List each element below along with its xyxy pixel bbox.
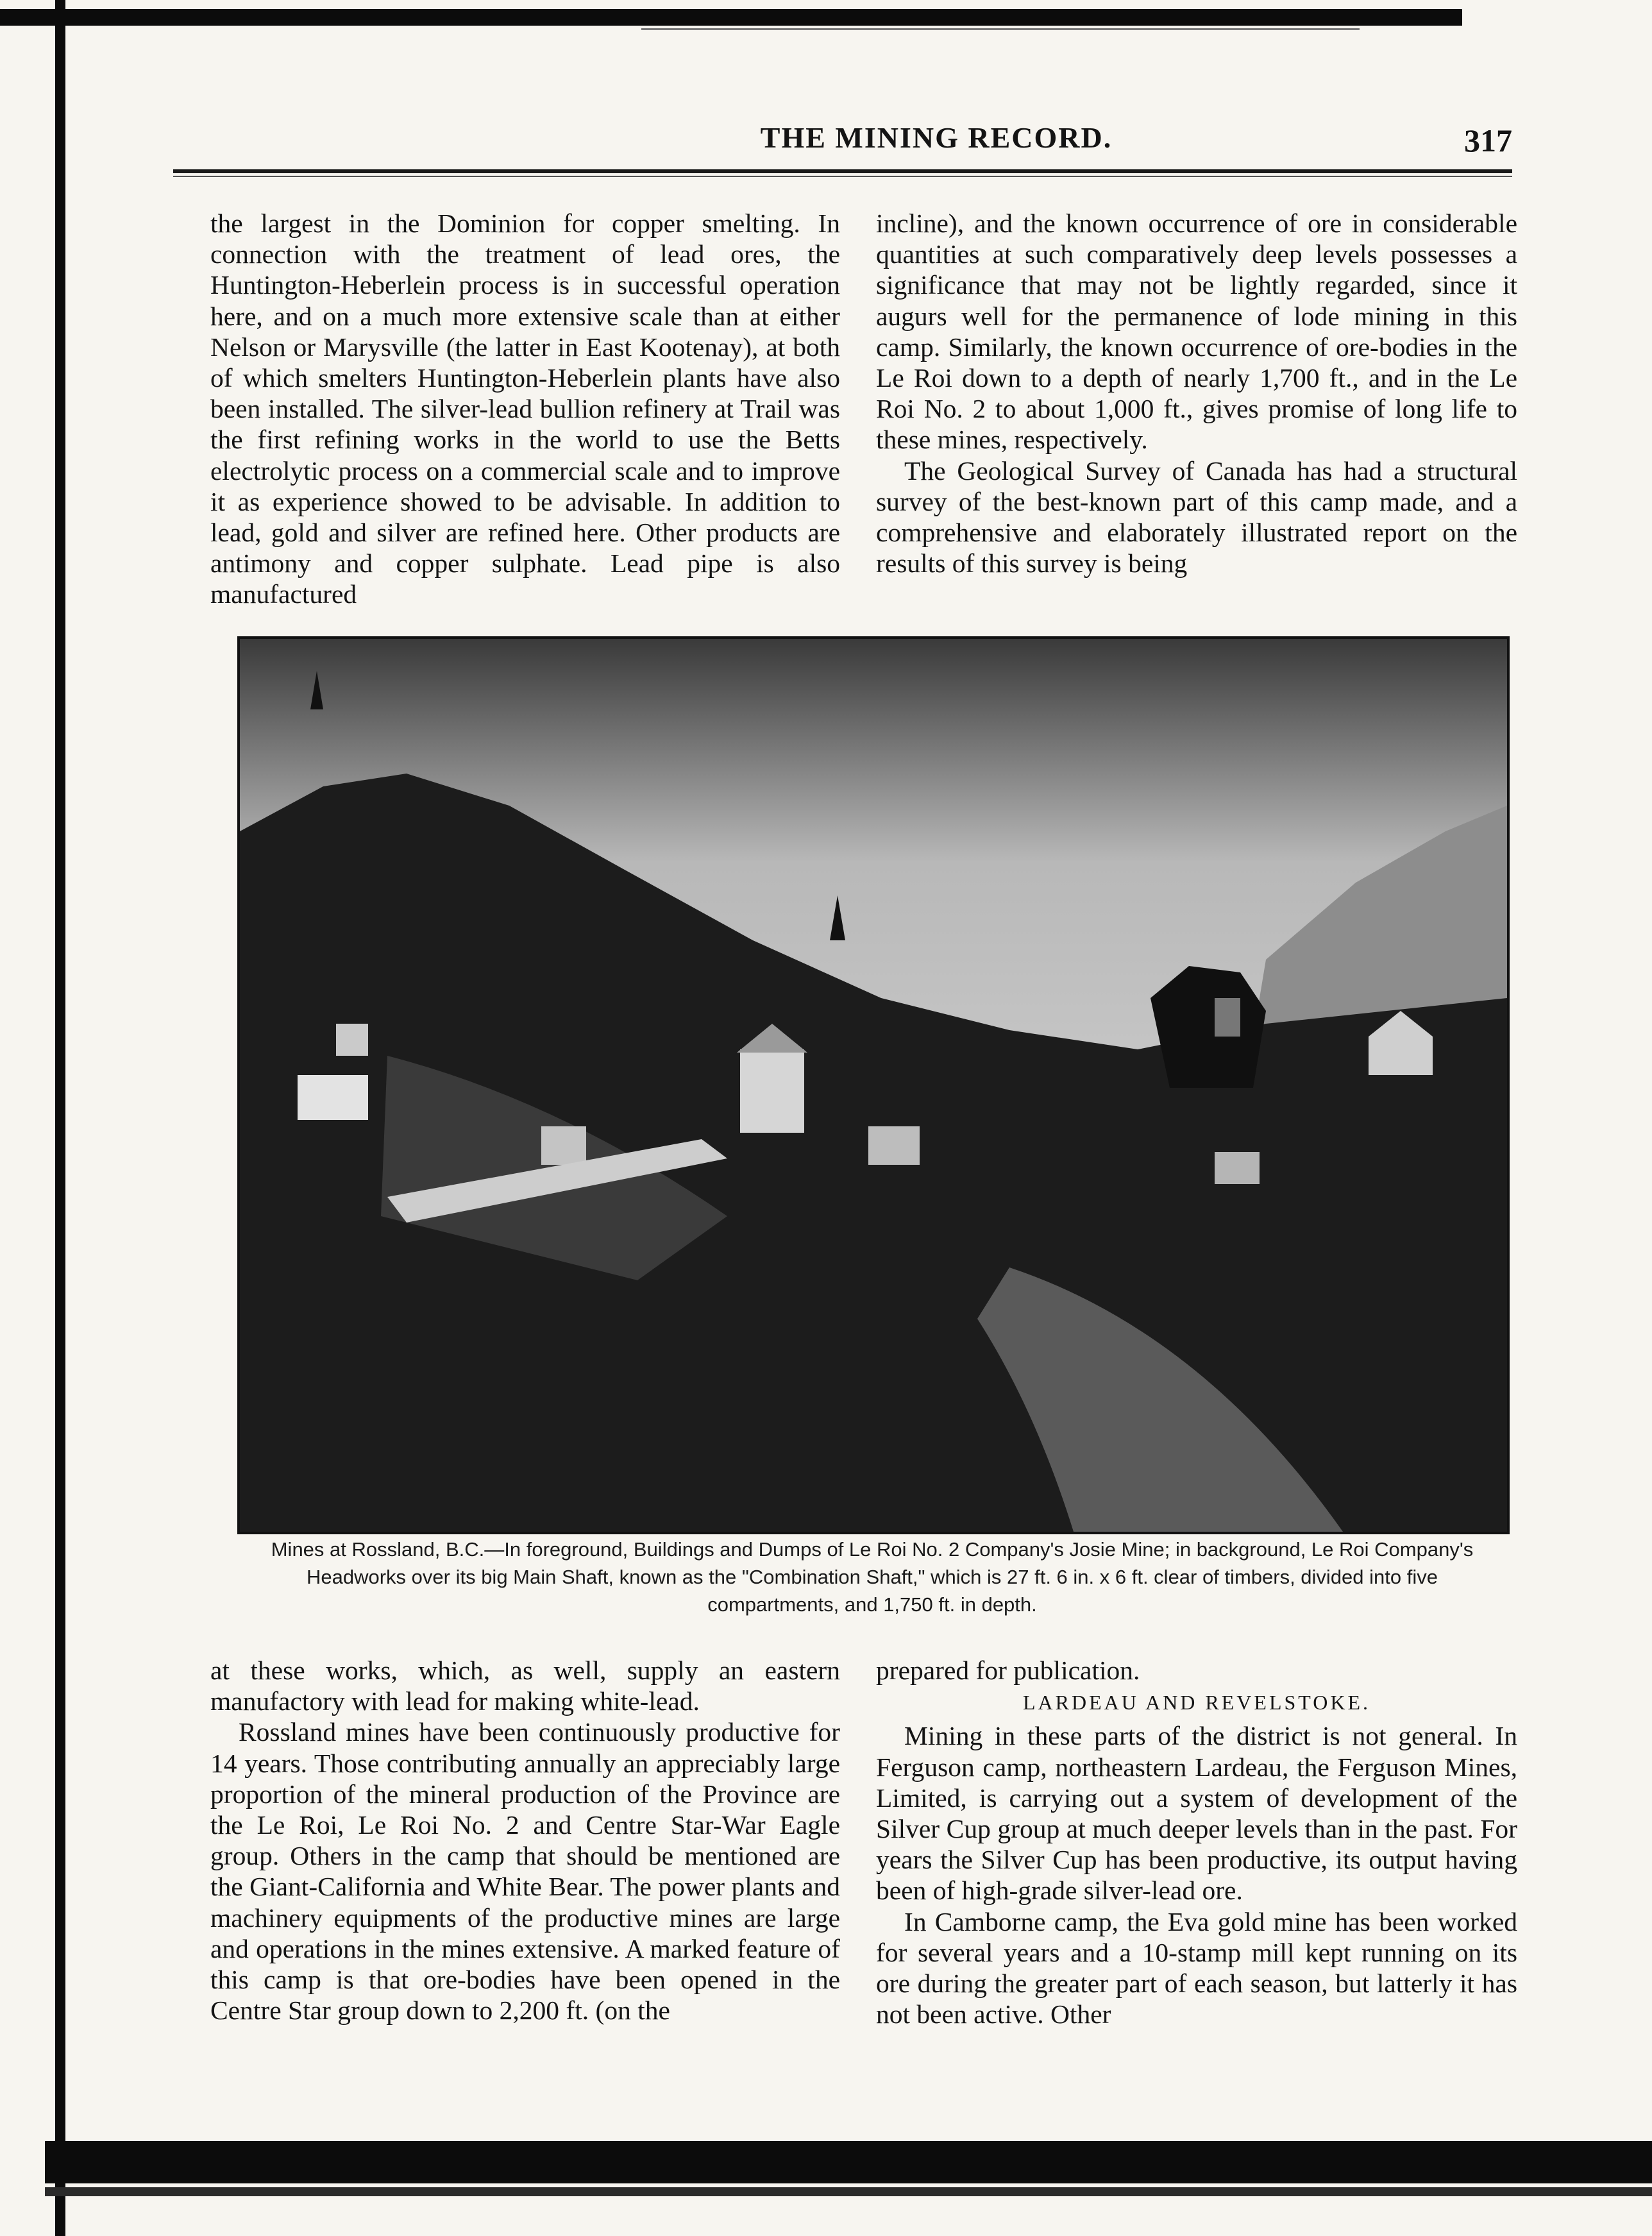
- photograph-rossland-mines: [237, 636, 1510, 1534]
- section-subheading: LARDEAU AND REVELSTOKE.: [1022, 1691, 1371, 1715]
- paragraph: the largest in the Dominion for copper smelting. In connection with the treatment of lead ores, the Huntington-Heberlein process is in successful operation here, and on a much more extensive scale than at either Nelson or Marysville (the latter in East Kootenay), at both of which smelters Huntington-Heberlein plants have also been installed. The silver-lead bullion refinery at Trail was the first refining works in the world to use the Betts electrolytic process on a commercial scale and to improve it as experience showed to be advisable. In addition to lead, gold and silver are refined here. Other products are antimony and copper sulphate. Lead pipe is also manufactured: [210, 208, 840, 609]
- scan-border-left: [55, 0, 65, 2236]
- running-title: THE MINING RECORD.: [760, 121, 1113, 154]
- scan-border-top: [0, 9, 1462, 26]
- scan-border-bottom: [45, 2141, 1652, 2183]
- paragraph: In Camborne camp, the Eva gold mine has been worked for several years and a 10-stamp mill kept running on its ore during the greater part of each season, but latterly it has not been active. Other: [876, 1906, 1517, 2029]
- paragraph: The Geological Survey of Canada has had a structural survey of the best-known part of this camp made, and a comprehensive and elaborately illustrated report on the results of this survey is being: [876, 455, 1517, 579]
- page-number: 317: [1464, 123, 1512, 158]
- paragraph: prepared for publication.: [876, 1656, 1140, 1685]
- column-top-left: [210, 208, 840, 609]
- column-bottom-right: [876, 1655, 1517, 2117]
- paragraph: Mining in these parts of the district is not general. In Ferguson camp, northeastern Lardeau, the Ferguson Mines, Limited, is carrying out a system of development of the Silver Cup group at much deeper levels than in the past. For years the Silver Cup has been productive, its output having been of high-grade silver-lead ore.: [876, 1721, 1517, 1906]
- column-top-right: [876, 208, 1517, 609]
- scan-border-bottom-under: [45, 2187, 1652, 2196]
- paragraph: at these works, which, as well, supply an eastern manufactory with lead for making white-lead.: [210, 1656, 840, 1716]
- photo-caption: Mines at Rossland, B.C.—In foreground, Buildings and Dumps of Le Roi No. 2 Company's Josie Mine; in background, Le Roi Company's Headworks over its big Main Shaft, known as the "Combination Shaft," which is 27 ft. 6 in. x 6 ft. clear of timbers, divided into five compartments, and 1,750 ft. in depth.: [271, 1538, 1474, 1616]
- scan-border-top-thin: [641, 28, 1360, 30]
- paragraph: Rossland mines have been continuously productive for 14 years. Those contributing annually an appreciably large proportion of the mineral production of the Province are the Le Roi, Le Roi No. 2 and Centre Star-War Eagle group. Others in the camp that should be mentioned are the Giant-California and White Bear. The power plants and machinery equipments of the productive mines are large and operations in the mines extensive. A marked feature of this camp is that ore-bodies have been opened in the Centre Star group down to 2,200 ft. (on the: [210, 1717, 840, 2026]
- paragraph: incline), and the known occurrence of ore in considerable quantities at such comparatively deep levels possesses a significance that may not be lightly regarded, since it augurs well for the permanence of lode mining in this camp. Similarly, the known occurrence of ore-bodies in the Le Roi down to a depth of nearly 1,700 ft., and in the Le Roi No. 2 to about 1,000 ft., gives promise of long life to these mines, respectively.: [876, 208, 1517, 455]
- photo-illustration: [240, 639, 1507, 1532]
- page-header: [173, 121, 1512, 165]
- header-rule: [173, 169, 1512, 173]
- column-bottom-left: [210, 1655, 840, 2117]
- header-rule-thin: [173, 176, 1512, 177]
